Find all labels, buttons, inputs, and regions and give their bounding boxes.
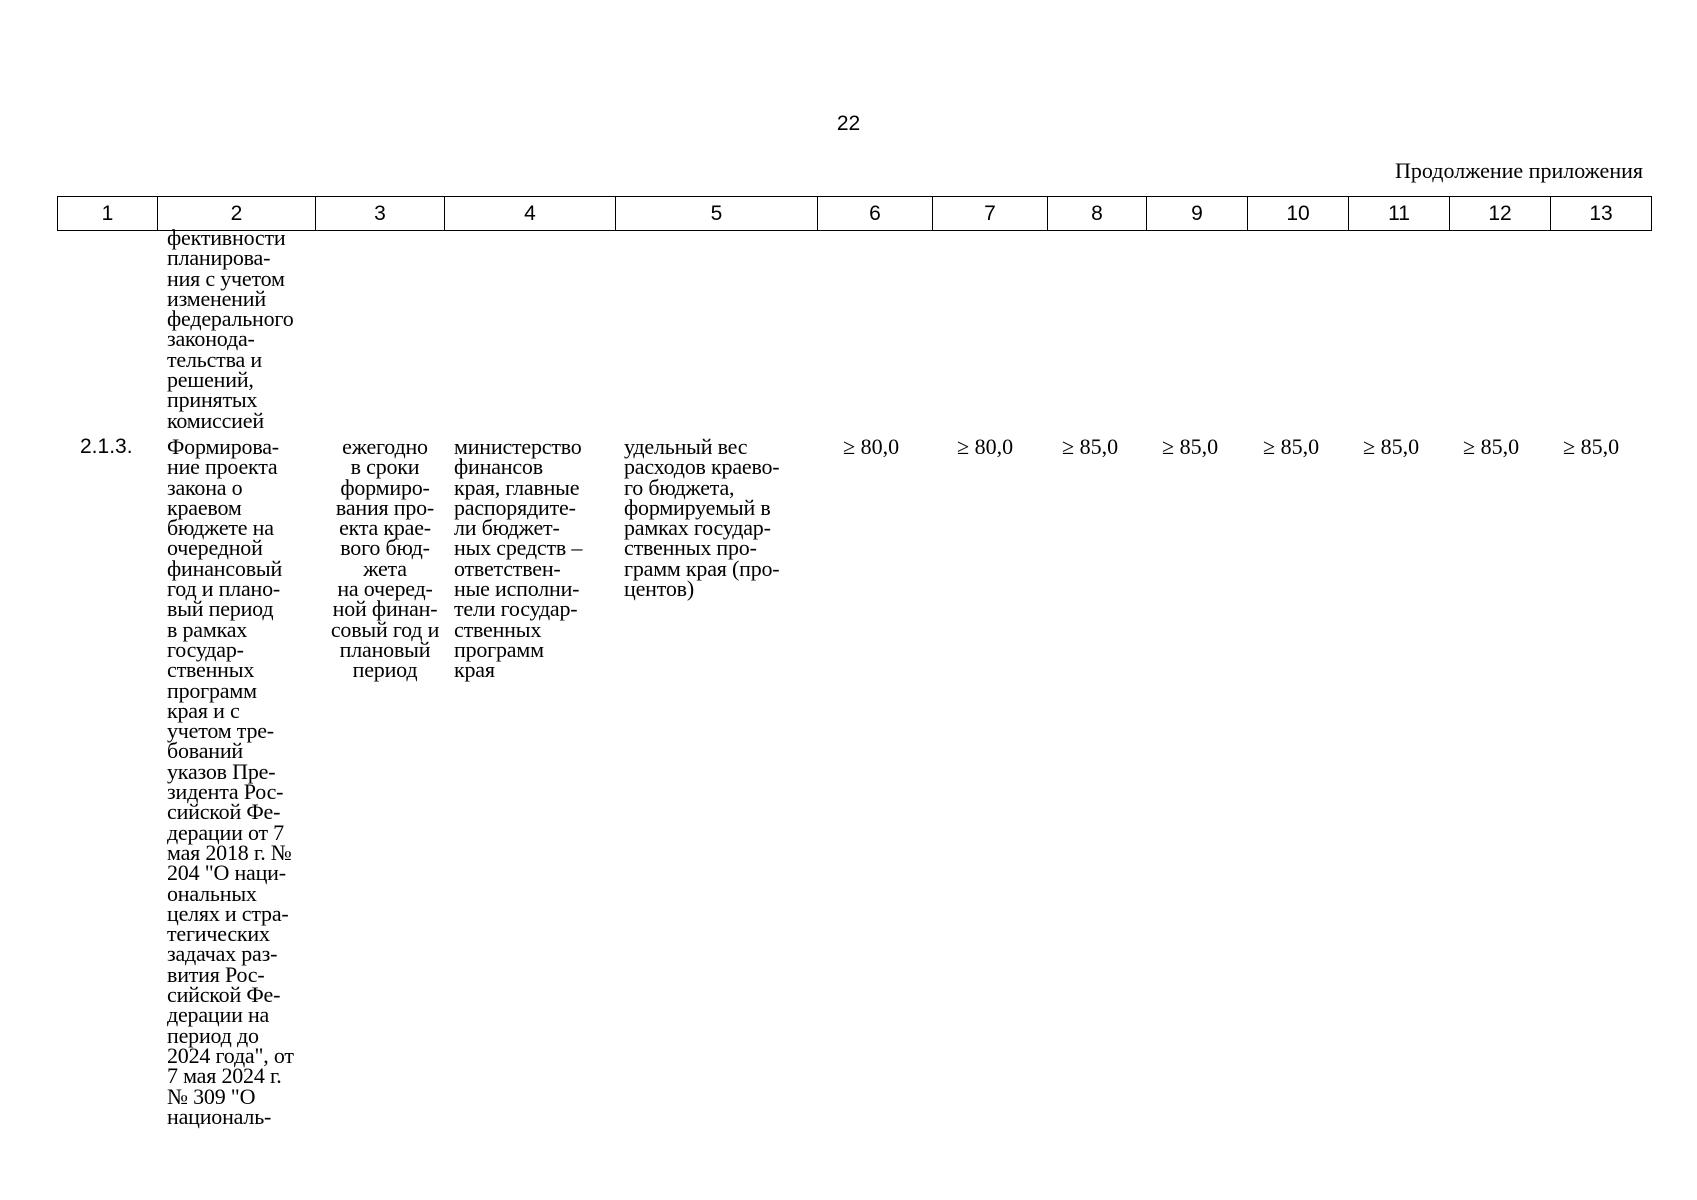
header-cell: 1 (58, 197, 158, 230)
page-number: 22 (836, 112, 861, 135)
continued-measure-text: фективности планирова- ния с учетом изменений федерального законода- тельства и решений, принятых комиссией (167, 225, 294, 433)
continuation-label: Продолжение приложения (1395, 158, 1643, 183)
measure-indicator: удельный вес расходов краево- го бюджета, формируемый в рамках государ- ственных про- грамм края (про- центов) (624, 434, 780, 602)
measure-timing: ежегодно в сроки формиро- вания про- екта крае- вого бюд- жета на очеред- ной финан- совый год и плановый период (330, 434, 440, 683)
row-number: 2.1.3. (80, 435, 133, 458)
value-col-9: ≥ 85,0 (1162, 434, 1219, 459)
value-col-8: ≥ 85,0 (1062, 434, 1119, 459)
value-col-6: ≥ 80,0 (843, 434, 900, 459)
header-cell: 2 (158, 197, 316, 230)
measure-executors: министерство финансов края, главные распорядите- ли бюджет- ных средств – ответствен- ные исполни- тели государ- ственных программ края (454, 434, 583, 683)
value-col-12: ≥ 85,0 (1463, 434, 1520, 459)
value-col-11: ≥ 85,0 (1363, 434, 1420, 459)
header-cell: 5 (616, 197, 818, 230)
header-cell: 10 (1248, 197, 1349, 230)
table-header-row (57, 196, 1652, 231)
header-cell: 3 (316, 197, 445, 230)
header-cell: 9 (1147, 197, 1248, 230)
header-cell: 8 (1048, 197, 1147, 230)
header-cell: 12 (1450, 197, 1551, 230)
header-cell: 4 (445, 197, 616, 230)
value-col-7: ≥ 80,0 (957, 434, 1014, 459)
value-col-13: ≥ 85,0 (1563, 434, 1620, 459)
header-cell: 6 (818, 197, 933, 230)
header-cell: 13 (1551, 197, 1652, 230)
header-cell: 11 (1349, 197, 1450, 230)
value-col-10: ≥ 85,0 (1263, 434, 1320, 459)
header-cell: 7 (933, 197, 1048, 230)
measure-name: Формирова- ние проекта закона о краевом бюджете на очередной финансовый год и плано- вый период в рамках государ- ственных программ края и с учетом тре- бований указов Пре- зидента Рос- сийской Фе- дерации от 7 мая 2018 г. № 204 "О наци- ональных целях и стра- тегических задачах раз- вития Рос- сийской Фе- дерации на период до 2024 года", от 7 мая 2024 г. № 309 "О националь- (167, 434, 294, 1129)
